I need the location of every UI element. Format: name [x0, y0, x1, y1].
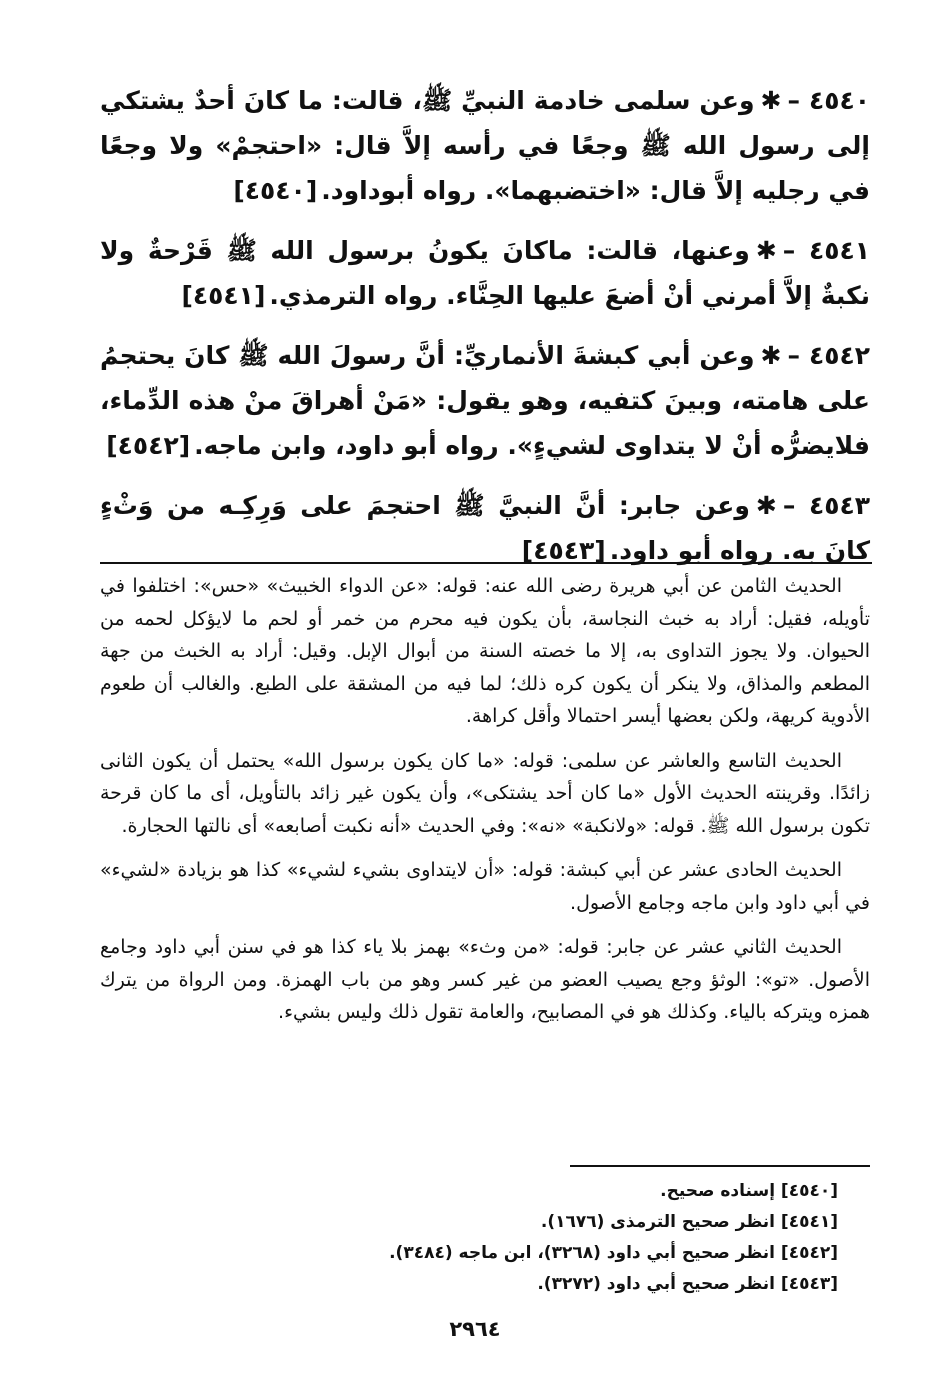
footnote-divider: [570, 1165, 870, 1167]
commentary-text: الحديث الثامن عن أبي هريرة رضى الله عنه: قوله: «عن الدواء الخبيث» «حس»: اختلفوا في تأويله، فقيل: أراد به خبث النجاسة، بأن يكون فيه محرم من خمر أو لحم ما لايؤكل لحمه من الحيوان. ولا يجوز التداوى به، إلا ما خصته السنة من أبوال الإبل. وقيل: أراد به الخبث من جهة المطعم والمذاق، ولا ينكر أن يكون كره ذلك؛ لما فيه من المشقة على الطبع. والغالب أن طعوم الأدوية كريهة، ولكن بعضها أيسر احتمالا وأقل كراهة.: [100, 575, 870, 727]
hadith-text: وعن سلمى خادمة النبيِّ ﷺ، قالت: ما كانَ أحدٌ يشتكي إلى رسول الله ﷺ وجعًا في رأسه إلاَّ قال: «احتجمْ» ولا وجعًا في رجليه إلاَّ قال: «اختضبهما». رواه أبوداود.: [100, 86, 870, 205]
commentary-paragraph: [100, 854, 870, 919]
hadith-text: وعن جابر: أنَّ النبيَّ ﷺ احتجمَ على وَرِكِـه من وَثْءٍ كانَ به. رواه أبو داود.: [100, 491, 870, 565]
hadith-reference: [٤٥٤٢]: [106, 431, 191, 460]
hadith-section: [100, 78, 870, 588]
star-icon: ✱: [760, 86, 782, 115]
hadith-4543: [100, 483, 870, 573]
hadith-reference: [٤٥٤٠]: [233, 176, 318, 205]
star-icon: ✱: [760, 341, 782, 370]
hadith-number: ٤٥٤٠ –: [787, 86, 870, 115]
hadith-4541: [100, 228, 870, 318]
footnote: [٤٥٤٢] انظر صحيح أبي داود (٣٢٦٨)، ابن ماجه (٣٤٨٤).: [389, 1243, 838, 1263]
footnote: [٤٥٤٠] إسناده صحيح.: [660, 1181, 838, 1201]
footnote: [٤٥٤١] انظر صحيح الترمذى (١٦٧٦).: [540, 1212, 838, 1232]
commentary-text: الحديث الثاني عشر عن جابر: قوله: «من وثء» بهمز بلا ياء كذا هو في سنن أبي داود وجامع الأصول. «تو»: الوثؤ وجع يصيب العضو من غير كسر وهو من باب الهمزة. ومن الرواة من يترك همزه ويتركه بالياء. وكذلك هو في المصابيح، والعامة تقول ذلك وليس بشيء.: [100, 936, 870, 1023]
hadith-reference: [٤٥٤١]: [181, 281, 266, 310]
star-icon: ✱: [755, 491, 777, 520]
hadith-reference: [٤٥٤٣]: [521, 536, 606, 565]
hadith-number: ٤٥٤٣ –: [782, 491, 870, 520]
hadith-text: وعنها، قالت: ماكانَ يكونُ برسول الله ﷺ قَرْحةٌ ولا نكبةٌ إلاَّ أمرني أنْ أضعَ عليها الحِنَّاء. رواه الترمذي.: [100, 236, 870, 310]
hadith-number: ٤٥٤٢ –: [787, 341, 870, 370]
footnotes: [100, 1176, 838, 1300]
commentary-paragraph: [100, 745, 870, 843]
commentary-section: [100, 570, 870, 1041]
footnote: [٤٥٤٣] انظر صحيح أبي داود (٣٢٧٢).: [537, 1274, 838, 1294]
page-number: ٢٩٦٤: [449, 1317, 501, 1341]
hadith-4540: [100, 78, 870, 213]
commentary-text: الحديث الحادى عشر عن أبي كبشة: قوله: «أن لايتداوى بشيء لشيء» كذا هو بزيادة «لشيء» في أبي داود وابن ماجه وجامع الأصول.: [100, 859, 870, 914]
star-icon: ✱: [755, 236, 777, 265]
section-divider: [100, 562, 872, 564]
hadith-number: ٤٥٤١ –: [782, 236, 870, 265]
commentary-paragraph: [100, 570, 870, 733]
commentary-text: الحديث التاسع والعاشر عن سلمى: قوله: «ما كان يكون برسول الله» يحتمل أن يكون الثانى زائدًا. وقرينته الحديث الأول «ما كان أحد يشتكى»، وأن يكون غير زائد بالتأويل، أى ما كان قرحة تكون برسول الله ﷺ. قوله: «ولانكبة» «نه»: وفي الحديث «أنه نكبت أصابعه» أى نالتها الحجارة.: [100, 749, 870, 837]
hadith-text: وعن أبي كبشةَ الأنماريِّ: أنَّ رسولَ الله ﷺ كانَ يحتجمُ على هامته، وبينَ كتفيه، وهو يقول: «مَنْ أهراقَ منْ هذه الدِّماء، فلايضرُّه أنْ لا يتداوى لشيءٍ». رواه أبو داود، وابن ماجه.: [100, 341, 870, 460]
hadith-4542: [100, 333, 870, 468]
commentary-paragraph: [100, 931, 870, 1029]
